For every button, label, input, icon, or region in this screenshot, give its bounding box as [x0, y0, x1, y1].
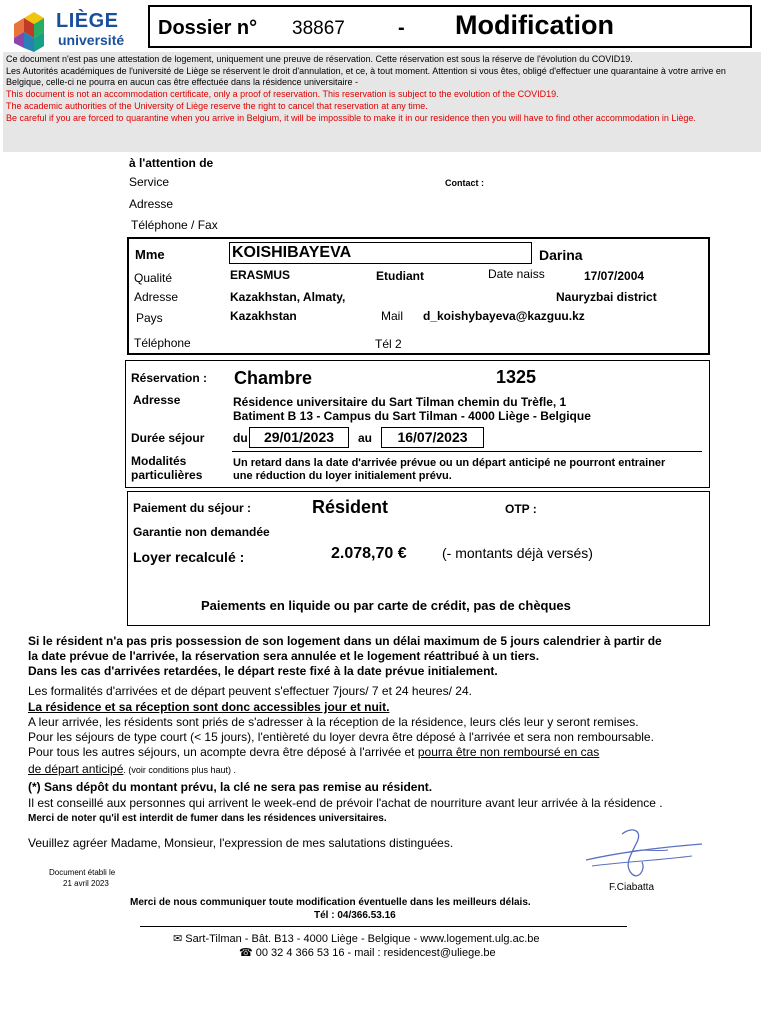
resident-nom: KOISHIBAYEVA	[232, 244, 352, 261]
paiement-type: Résident	[312, 497, 389, 517]
reservation-section	[125, 360, 710, 488]
reservation-modalites-l2: particulières	[131, 468, 203, 482]
reservation-modalites-text-l1: Un retard dans la date d'arrivée prévue ou un départ anticipé ne pourront entrainer	[233, 457, 666, 469]
dossier-type: Modification	[455, 10, 614, 40]
resident-civilite: Mme	[135, 247, 165, 262]
reservation-adresse-l1: Résidence universitaire du Sart Tilman chemin du Trèfle, 1	[233, 395, 567, 409]
resident-mail-label: Mail	[381, 309, 404, 323]
footer-merci: Merci de nous communiquer toute modification éventuelle dans les meilleurs délais.	[130, 897, 531, 908]
attention-title: à l'attention de	[129, 156, 214, 170]
logo-cubes-icon	[12, 10, 52, 52]
resident-district: Nauryzbai district	[556, 290, 657, 304]
paiement-otp-label: OTP :	[505, 502, 537, 516]
conditions-line-10: (*) Sans dépôt du montant prévu, la clé ne sera pas remise au résident.	[28, 780, 433, 794]
footer-adresse-row	[173, 932, 540, 945]
signataire-name: F.Ciabatta	[609, 882, 655, 893]
conditions-line-2: la date prévue de l'arrivée, la réservation sera annulée et le logement réattribué à un tiers.	[28, 649, 540, 663]
attention-service-label: Service	[129, 175, 170, 189]
reservation-adresse-l2: Batiment B 13 - Campus du Sart Tilman - 4000 Liège - Belgique	[233, 409, 591, 423]
reservation-duree-label: Durée séjour	[131, 431, 205, 445]
footer-contact: 00 32 4 366 53 16 - mail : residencest@uliege.be	[255, 947, 496, 959]
conditions-line-8b: pourra être non remboursé en cas	[417, 745, 600, 759]
conditions-line-9	[28, 762, 236, 776]
reservation-label: Réservation :	[131, 371, 208, 385]
paiement-loyer: 2.078,70 €	[331, 545, 407, 562]
footer-tel: Tél : 04/366.53.16	[314, 910, 396, 921]
resident-qualite-label: Qualité	[134, 271, 173, 285]
covid-notice	[3, 52, 761, 152]
attention-contact-label: Contact :	[445, 178, 484, 188]
reservation-modalites-text-l2: une réduction du loyer initialement prévu.	[233, 470, 452, 482]
notice-line-en-2: The academic authorities of the University of Liège reserve the right to cancel that reservation at any time.	[6, 100, 428, 111]
conditions-line-7: Pour les séjours de type court (< 15 jours), l'entièreté du loyer devra être déposé à l'arrivée et sera non remboursable.	[28, 730, 654, 744]
conditions-line-8a: Pour tous les autres séjours, un acompte devra être déposé à l'arrivée et	[28, 745, 418, 759]
footer-adresse: Sart-Tilman - Bât. B13 - 4000 Liège - Belgique - www.logement.ulg.ac.be	[185, 933, 540, 945]
paiement-section	[127, 491, 710, 626]
notice-line-fr-2: Les Autorités académiques de l'université de Liège se réservent le droit d'annulation, et ce, à tout moment. Attention si vous êtes, obligé d'effectuer une quarantaine à votre arrive en Belgique, celle-ci ne pourra en aucun cas être effectuée dans la résidence universitaire -	[6, 65, 726, 88]
paiement-moyens: Paiements en liquide ou par carte de crédit, pas de chèques	[201, 598, 571, 613]
resident-tel2-label: Tél 2	[375, 337, 402, 351]
etabli-line-2: 21 avril 2023	[63, 879, 109, 888]
paiement-loyer-note: (- montants déjà versés)	[442, 545, 593, 561]
reservation-date-debut-field	[249, 427, 349, 448]
resident-nom-field	[229, 242, 532, 264]
notice-line-en-1: This document is not an accommodation certificate, only a proof of reservation. This reservation is subject to the evolution of the COVID19.	[6, 89, 559, 100]
reservation-adresse-label: Adresse	[133, 393, 181, 407]
conditions-line-8	[28, 745, 599, 759]
phone-icon: ☎	[239, 947, 253, 959]
dossier-label: Dossier n°	[158, 17, 258, 39]
resident-statut: Etudiant	[376, 269, 424, 283]
paiement-label: Paiement du séjour :	[133, 501, 252, 515]
reservation-type: Chambre	[234, 368, 313, 388]
conditions-line-12: Merci de noter qu'il est interdit de fumer dans les résidences universitaires.	[28, 813, 387, 824]
paiement-garantie: Garantie non demandée	[133, 525, 270, 539]
reservation-du: du	[233, 431, 248, 445]
resident-pays-label: Pays	[136, 311, 163, 325]
dossier-number: 38867	[292, 18, 345, 39]
conditions-line-6: A leur arrivée, les résidents sont priés de s'adresser à la réception de la résidence, leurs clés leur y seront remises.	[28, 715, 639, 729]
reservation-date-fin-field	[381, 427, 484, 448]
resident-prenom: Darina	[539, 247, 583, 263]
reservation-date-debut: 29/01/2023	[263, 429, 335, 445]
envelope-icon: ✉	[173, 933, 183, 945]
dossier-header	[148, 5, 752, 48]
conditions-line-3: Dans les cas d'arrivées retardées, le départ reste fixé à la date prévue initialement.	[28, 664, 498, 678]
conditions-line-11: Il est conseillé aux personnes qui arrivent le week-end de prévoir l'achat de nourriture avant leur arrivée à la résidence .	[28, 796, 663, 810]
logo-text-liege: LIÈGE	[56, 10, 119, 32]
conditions-line-13: Veuillez agréer Madame, Monsieur, l'expression de mes salutations distinguées.	[28, 836, 454, 850]
conditions-line-4: Les formalités d'arrivées et de départ peuvent s'effectuer 7jours/ 7 et 24 heures/ 24.	[28, 684, 472, 698]
resident-pays: Kazakhstan	[230, 309, 297, 323]
logo-text-universite: université	[58, 32, 125, 48]
conditions-line-5: La résidence et sa réception sont donc accessibles jour et nuit.	[28, 700, 390, 714]
dossier-dash: -	[398, 17, 405, 39]
resident-adresse: Kazakhstan, Almaty,	[230, 290, 346, 304]
reservation-numero: 1325	[496, 367, 537, 387]
conditions-line-9a: de départ anticipé	[28, 762, 124, 776]
footer-contact-row	[239, 946, 496, 959]
resident-qualite: ERASMUS	[230, 268, 291, 282]
reservation-modalites-l1: Modalités	[131, 454, 187, 468]
reservation-date-fin: 16/07/2023	[397, 429, 468, 445]
signature-image	[572, 822, 712, 882]
notice-line-en-3: Be careful if you are forced to quarantine when you arrive in Belgium, it will be impossible to make it in our residence then you will have to find other accommodation in Liège.	[6, 112, 696, 123]
etabli-line-1: Document établi le	[49, 868, 116, 877]
conditions-line-1: Si le résident n'a pas pris possession de son logement dans un délai maximum de 5 jours calendrier à partir de	[28, 634, 662, 648]
attention-telephone-label: Téléphone / Fax	[131, 218, 218, 232]
resident-telephone-label: Téléphone	[134, 336, 191, 350]
university-logo	[12, 10, 127, 52]
resident-section	[127, 237, 710, 355]
footer-rule	[140, 926, 627, 927]
notice-line-fr-1: Ce document n'est pas une attestation de logement, uniquement une preuve de réservation. Cette réservation est sous la réserve de l'évolution du COVID19.	[6, 54, 633, 64]
attention-adresse-label: Adresse	[129, 197, 174, 211]
resident-date-naiss-label: Date naiss	[488, 267, 545, 281]
resident-date-naiss: 17/07/2004	[584, 269, 645, 283]
resident-mail: d_koishybayeva@kazguu.kz	[423, 309, 585, 323]
resident-adresse-label: Adresse	[134, 290, 179, 304]
reservation-au: au	[358, 431, 373, 445]
paiement-loyer-label: Loyer recalculé :	[133, 549, 245, 565]
reservation-modalites-rule	[232, 451, 702, 452]
conditions-line-9b: . (voir conditions plus haut) .	[123, 765, 236, 775]
